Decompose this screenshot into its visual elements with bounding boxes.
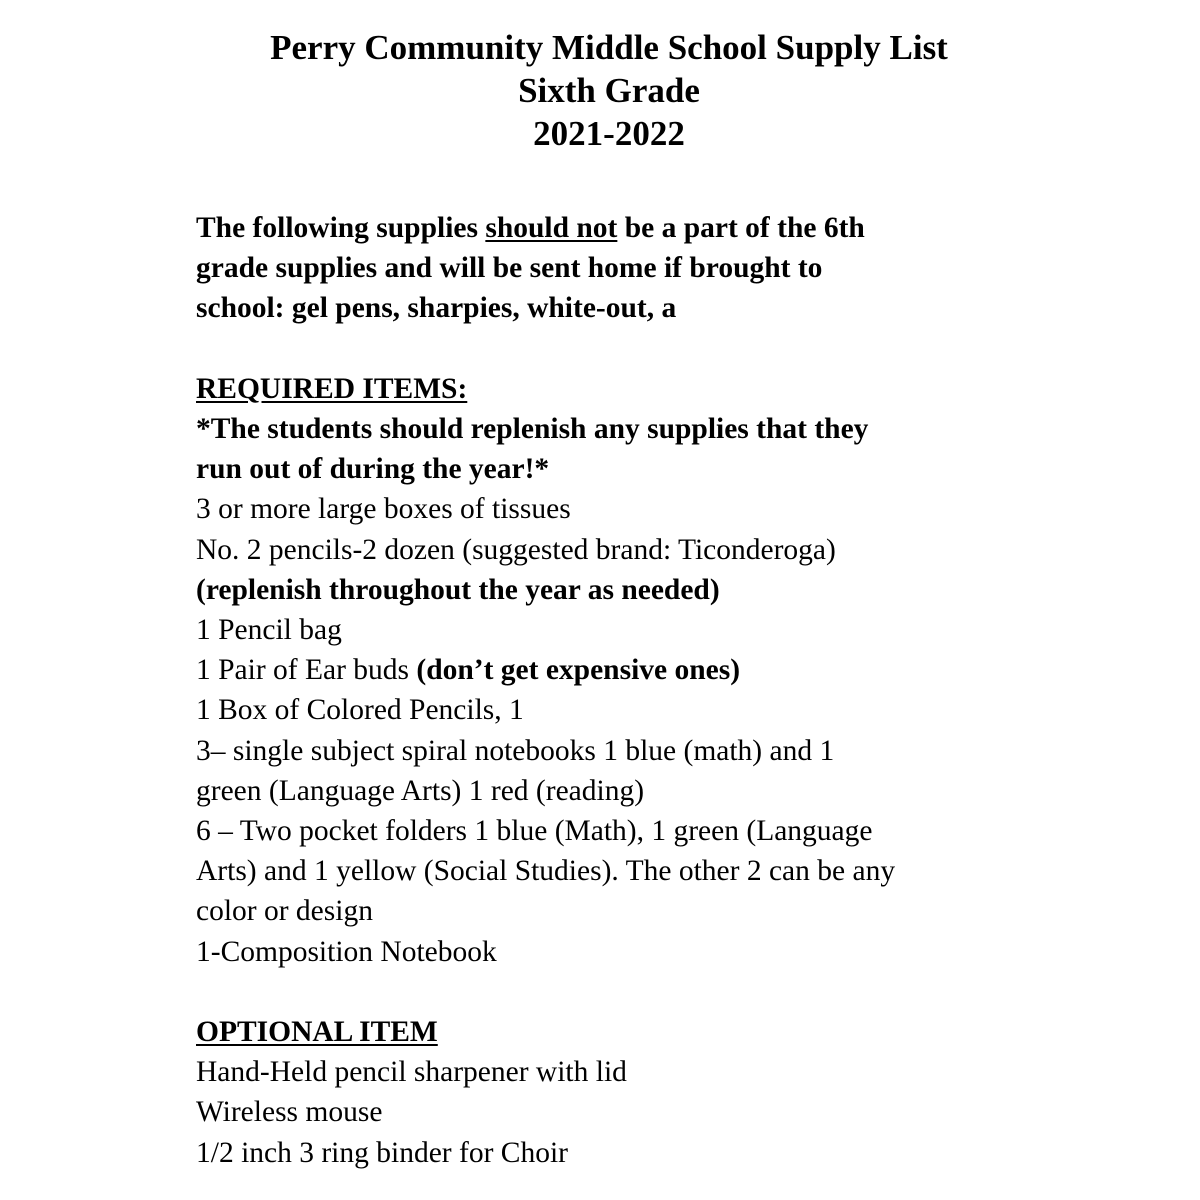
notice-emphasis: should not <box>485 212 618 244</box>
list-item: Wireless mouse <box>196 1096 383 1129</box>
reminder-line-2: run out of during the year!* <box>196 453 550 486</box>
list-item-pencils-note: (replenish throughout the year as needed) <box>196 573 720 606</box>
document-body <box>196 208 1096 1173</box>
list-item-colored-pencils: 1 Box of Colored Pencils, 1 <box>196 694 524 727</box>
notice-line-3: school: gel pens, sharpies, white-out, a <box>196 292 677 325</box>
list-item-tissues: 3 or more large boxes of tissues <box>196 493 571 526</box>
optional-heading: OPTIONAL ITEM <box>196 1016 438 1049</box>
spacer <box>196 972 1096 1012</box>
document-title <box>0 26 1200 155</box>
list-item-folders-3: color or design <box>196 895 373 928</box>
required-section <box>196 369 1096 972</box>
list-item-pencils: No. 2 pencils-2 dozen (suggested brand: Ticonderoga) <box>196 533 836 566</box>
notice-line-1: The following supplies should not be a part of the 6th <box>196 212 865 244</box>
reminder-line-1: *The students should replenish any supplies that they <box>196 413 869 445</box>
required-heading: REQUIRED ITEMS: <box>196 372 468 405</box>
list-item-folders-1: 6 – Two pocket folders 1 blue (Math), 1 green (Language <box>196 815 873 848</box>
list-item-notebooks-1: 3– single subject spiral notebooks 1 blue (math) and 1 <box>196 734 835 767</box>
notice-line-2: grade supplies and will be sent home if brought to <box>196 252 823 285</box>
list-item-notebooks-2: green (Language Arts) 1 red (reading) <box>196 774 645 807</box>
list-item-pencil-bag: 1 Pencil bag <box>196 614 342 647</box>
optional-section <box>196 1012 1096 1173</box>
list-item-composition: 1-Composition Notebook <box>196 935 497 968</box>
spacer <box>196 329 1096 369</box>
list-item: 1/2 inch 3 ring binder for Choir <box>196 1136 568 1169</box>
list-item: Hand-Held pencil sharpener with lid <box>196 1056 627 1089</box>
year-title: 2021-2022 <box>533 114 685 153</box>
ear-buds-note: (don’t get expensive ones) <box>416 654 741 687</box>
list-item-ear-buds: 1 Pair of Ear buds (don’t get expensive ones) <box>196 654 741 687</box>
list-item-folders-2: Arts) and 1 yellow (Social Studies). The other 2 can be any <box>196 855 896 888</box>
notice-paragraph <box>196 208 1096 329</box>
grade-title: Sixth Grade <box>518 71 700 110</box>
school-title: Perry Community Middle School Supply List <box>270 28 948 67</box>
